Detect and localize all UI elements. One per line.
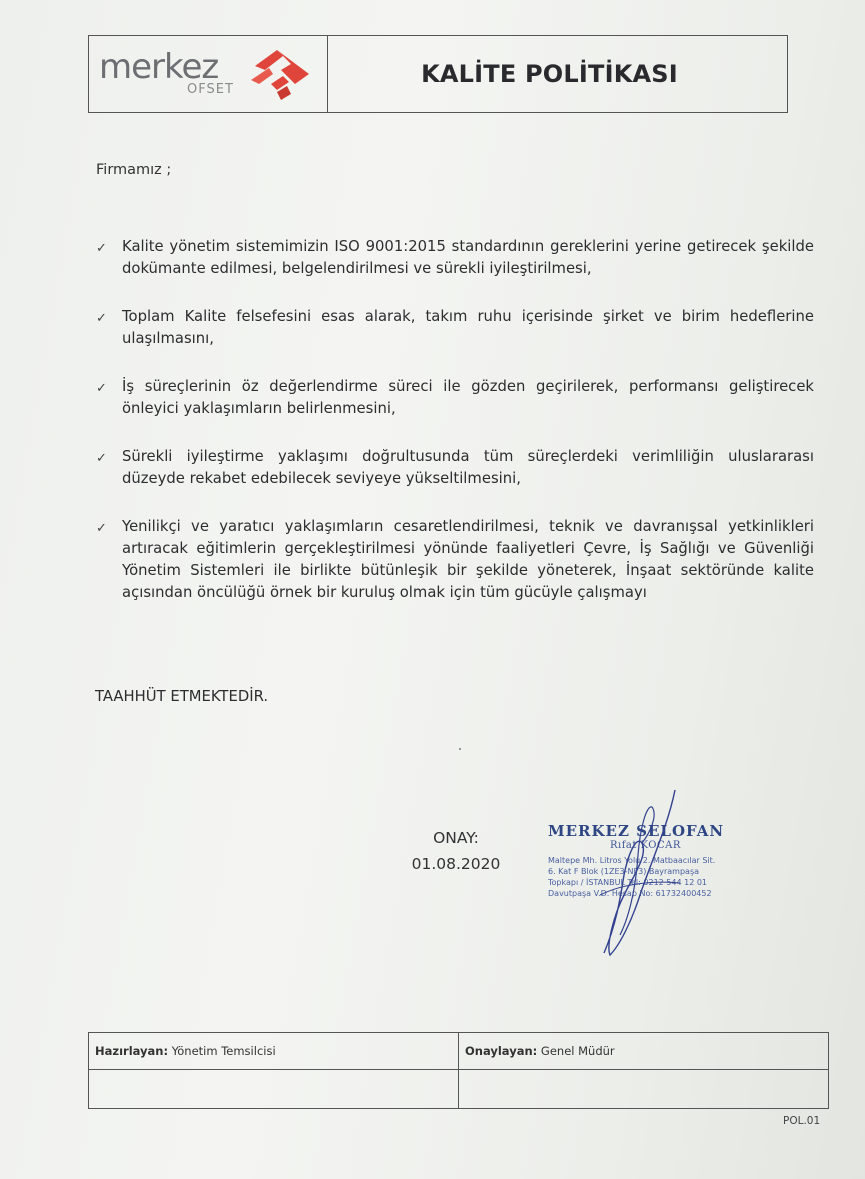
stamp-name: Rıfat KOCAR bbox=[610, 840, 681, 851]
logo bbox=[89, 36, 328, 112]
stamp-company: MERKEZ SELOFAN bbox=[548, 822, 725, 840]
prepared-cell bbox=[89, 1033, 459, 1070]
list-item-text: Sürekli iyileştirme yaklaşımı doğrultusunda tüm süreçlerdeki verimliliğin uluslararası düzeyde rekabet edebilecek seviyeye yükseltilmesini, bbox=[122, 448, 814, 487]
approved-cell bbox=[459, 1033, 829, 1070]
list-item bbox=[96, 446, 814, 490]
policy-list bbox=[96, 236, 814, 604]
check-icon: ✓ bbox=[96, 381, 107, 396]
stamp-line: 6. Kat F Blok (1ZE3-NF3) Bayrampaşa bbox=[548, 867, 700, 876]
check-icon: ✓ bbox=[96, 521, 107, 536]
logo-mark-icon bbox=[247, 44, 315, 104]
check-icon: ✓ bbox=[96, 451, 107, 466]
page-title: KALİTE POLİTİKASI bbox=[421, 60, 678, 88]
approved-signature-cell bbox=[459, 1070, 829, 1109]
approval-block bbox=[396, 825, 516, 877]
stamp-line: Davutpaşa V.D. Hesap No: 61732400452 bbox=[548, 889, 712, 898]
speck bbox=[459, 748, 461, 750]
approval-table bbox=[88, 1032, 829, 1109]
list-item-text: Toplam Kalite felsefesini esas alarak, takım ruhu içerisinde şirket ve birim hedeflerine ulaşılmasını, bbox=[122, 308, 814, 347]
pledge-text: TAAHHÜT ETMEKTEDİR. bbox=[95, 688, 269, 705]
prepared-signature-cell bbox=[89, 1070, 459, 1109]
list-item-text: Yenilikçi ve yaratıcı yaklaşımların cesaretlendirilmesi, teknik ve davranışsal yetkinlikleri artıracak eğitimlerin gerçekleştirilmesi yönünde faaliyetleri Çevre, İş Sağlığı ve Güvenliği Yönetim Sistemleri ile birlikte bütünleşik bir şekilde yöneterek, İnşaat sektöründe kalite açısından öncülüğü örnek bir kuruluş olmak için tüm gücüyle çalışmayı bbox=[122, 518, 814, 601]
signature-icon bbox=[580, 785, 690, 960]
check-icon: ✓ bbox=[96, 241, 107, 256]
prepared-value: Yönetim Temsilcisi bbox=[171, 1044, 276, 1058]
approval-date: 01.08.2020 bbox=[411, 855, 501, 873]
list-item-text: Kalite yönetim sistemimizin ISO 9001:2015 standardının gereklerini yerine getirecek şekilde dokümante edilmesi, belgelendirilmesi ve sürekli iyileştirilmesi, bbox=[122, 238, 814, 277]
logo-sub: OFSET bbox=[187, 82, 234, 97]
stamp-line: Topkapı / İSTANBUL Tel: 0212 544 12 01 bbox=[548, 878, 708, 887]
check-icon: ✓ bbox=[96, 311, 107, 326]
prepared-label: Hazırlayan: bbox=[95, 1044, 169, 1058]
stamp-line: Maltepe Mh. Litros Yolu 2. Matbaacılar Sit. bbox=[548, 856, 716, 865]
header-box bbox=[88, 35, 788, 113]
logo-word: merkez bbox=[99, 47, 219, 87]
list-item bbox=[96, 236, 814, 280]
approval-label: ONAY: bbox=[433, 829, 479, 847]
list-item-text: İş süreçlerinin öz değerlendirme süreci ile gözden geçirilerek, performansı geliştirecek önleyici yaklaşımların belirlenmesini, bbox=[122, 378, 814, 417]
list-item bbox=[96, 306, 814, 350]
document-code: POL.01 bbox=[783, 1115, 821, 1127]
approved-value: Genel Müdür bbox=[540, 1044, 615, 1058]
title-cell bbox=[328, 36, 787, 112]
list-item bbox=[96, 516, 814, 604]
intro-text: Firmamız ; bbox=[96, 162, 172, 178]
list-item bbox=[96, 376, 814, 420]
approved-label: Onaylayan: bbox=[465, 1044, 538, 1058]
